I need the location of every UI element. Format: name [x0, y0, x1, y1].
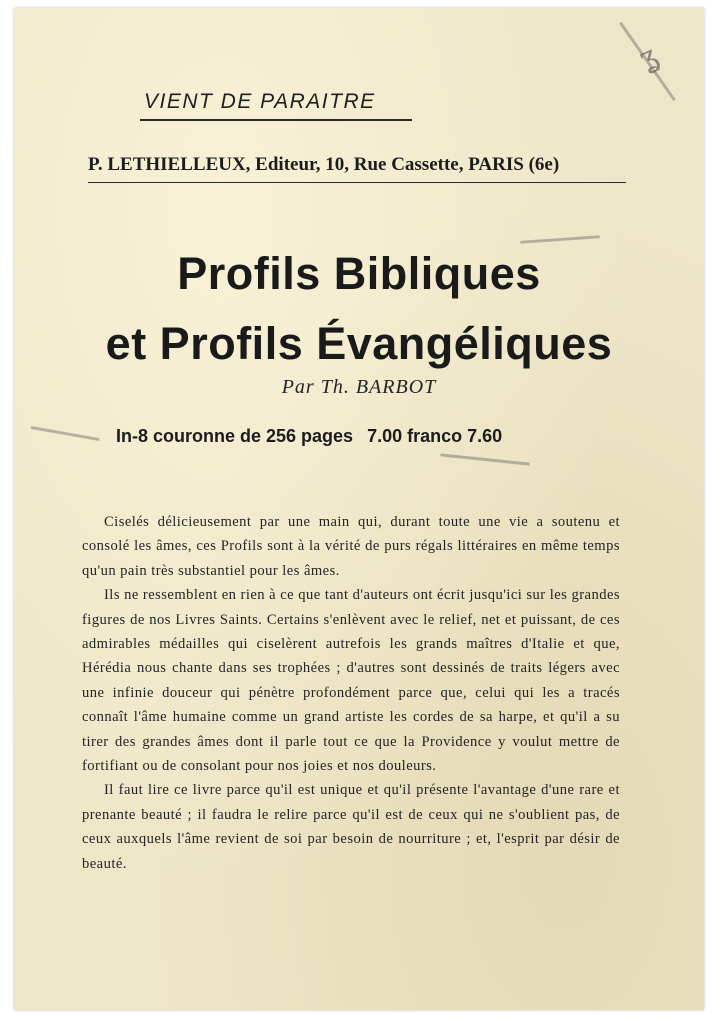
book-price: 7.00 franco 7.60	[367, 426, 503, 446]
book-format-line	[116, 426, 502, 447]
publisher-line: P. LETHIELLEUX, Editeur, 10, Rue Cassette, PARIS (6e)	[88, 154, 560, 175]
paragraph-3: Il faut lire ce livre parce qu'il est unique et qu'il présente l'avantage d'une rare et prenante beauté ; il faudra le relire parce qu'il est de ceux qui ne s'oublient pas, de ceux auxquels l'âme revient de soi par besoin de nourriture ; et, l'esprit par désir de beauté.	[82, 782, 620, 872]
book-title-line-1: Profils Bibliques	[177, 248, 541, 299]
paragraph-1: Ciselés délicieusement par une main qui, durant toute une vie a soutenu et consolé les âmes, ces Profils sont à la vérité de purs régals littéraires en même temps qu'un pain très substantiel pour les âmes.	[82, 514, 620, 579]
announcement-underline	[140, 119, 412, 121]
description-body	[82, 510, 620, 876]
publisher-underline	[88, 182, 626, 183]
announcement-heading: VIENT DE PARAITRE	[144, 90, 376, 113]
paragraph-2: Ils ne ressemblent en rien à ce que tant d'auteurs ont écrit jusqu'ici sur les grandes figures de nos Livres Saints. Certains s'enlèvent avec le relief, net et puissant, de ces admirables médailles qui ciselèrent autrefois les grands maîtres d'Italie et que, Hérédia nous chante dans ses trophées ; d'autres sont dessinés de traits légers avec une infinie douceur qui pénètre profondément parce que, celui qui les a tracés connaît l'âme humaine comme un grand artiste les cordes de sa harpe, et qu'il a su tirer des grandes âmes dont il parle tout ce que la Providence y voulut mettre de fortifiant ou de consolant pour nos joies et nos douleurs.	[82, 587, 620, 775]
book-author: Par Th. BARBOT	[281, 376, 437, 398]
pencil-mark: ʓ	[633, 38, 664, 77]
book-title-line-2: et Profils Évangéliques	[105, 318, 613, 369]
book-format: In-8 couronne de 256 pages	[116, 426, 354, 446]
